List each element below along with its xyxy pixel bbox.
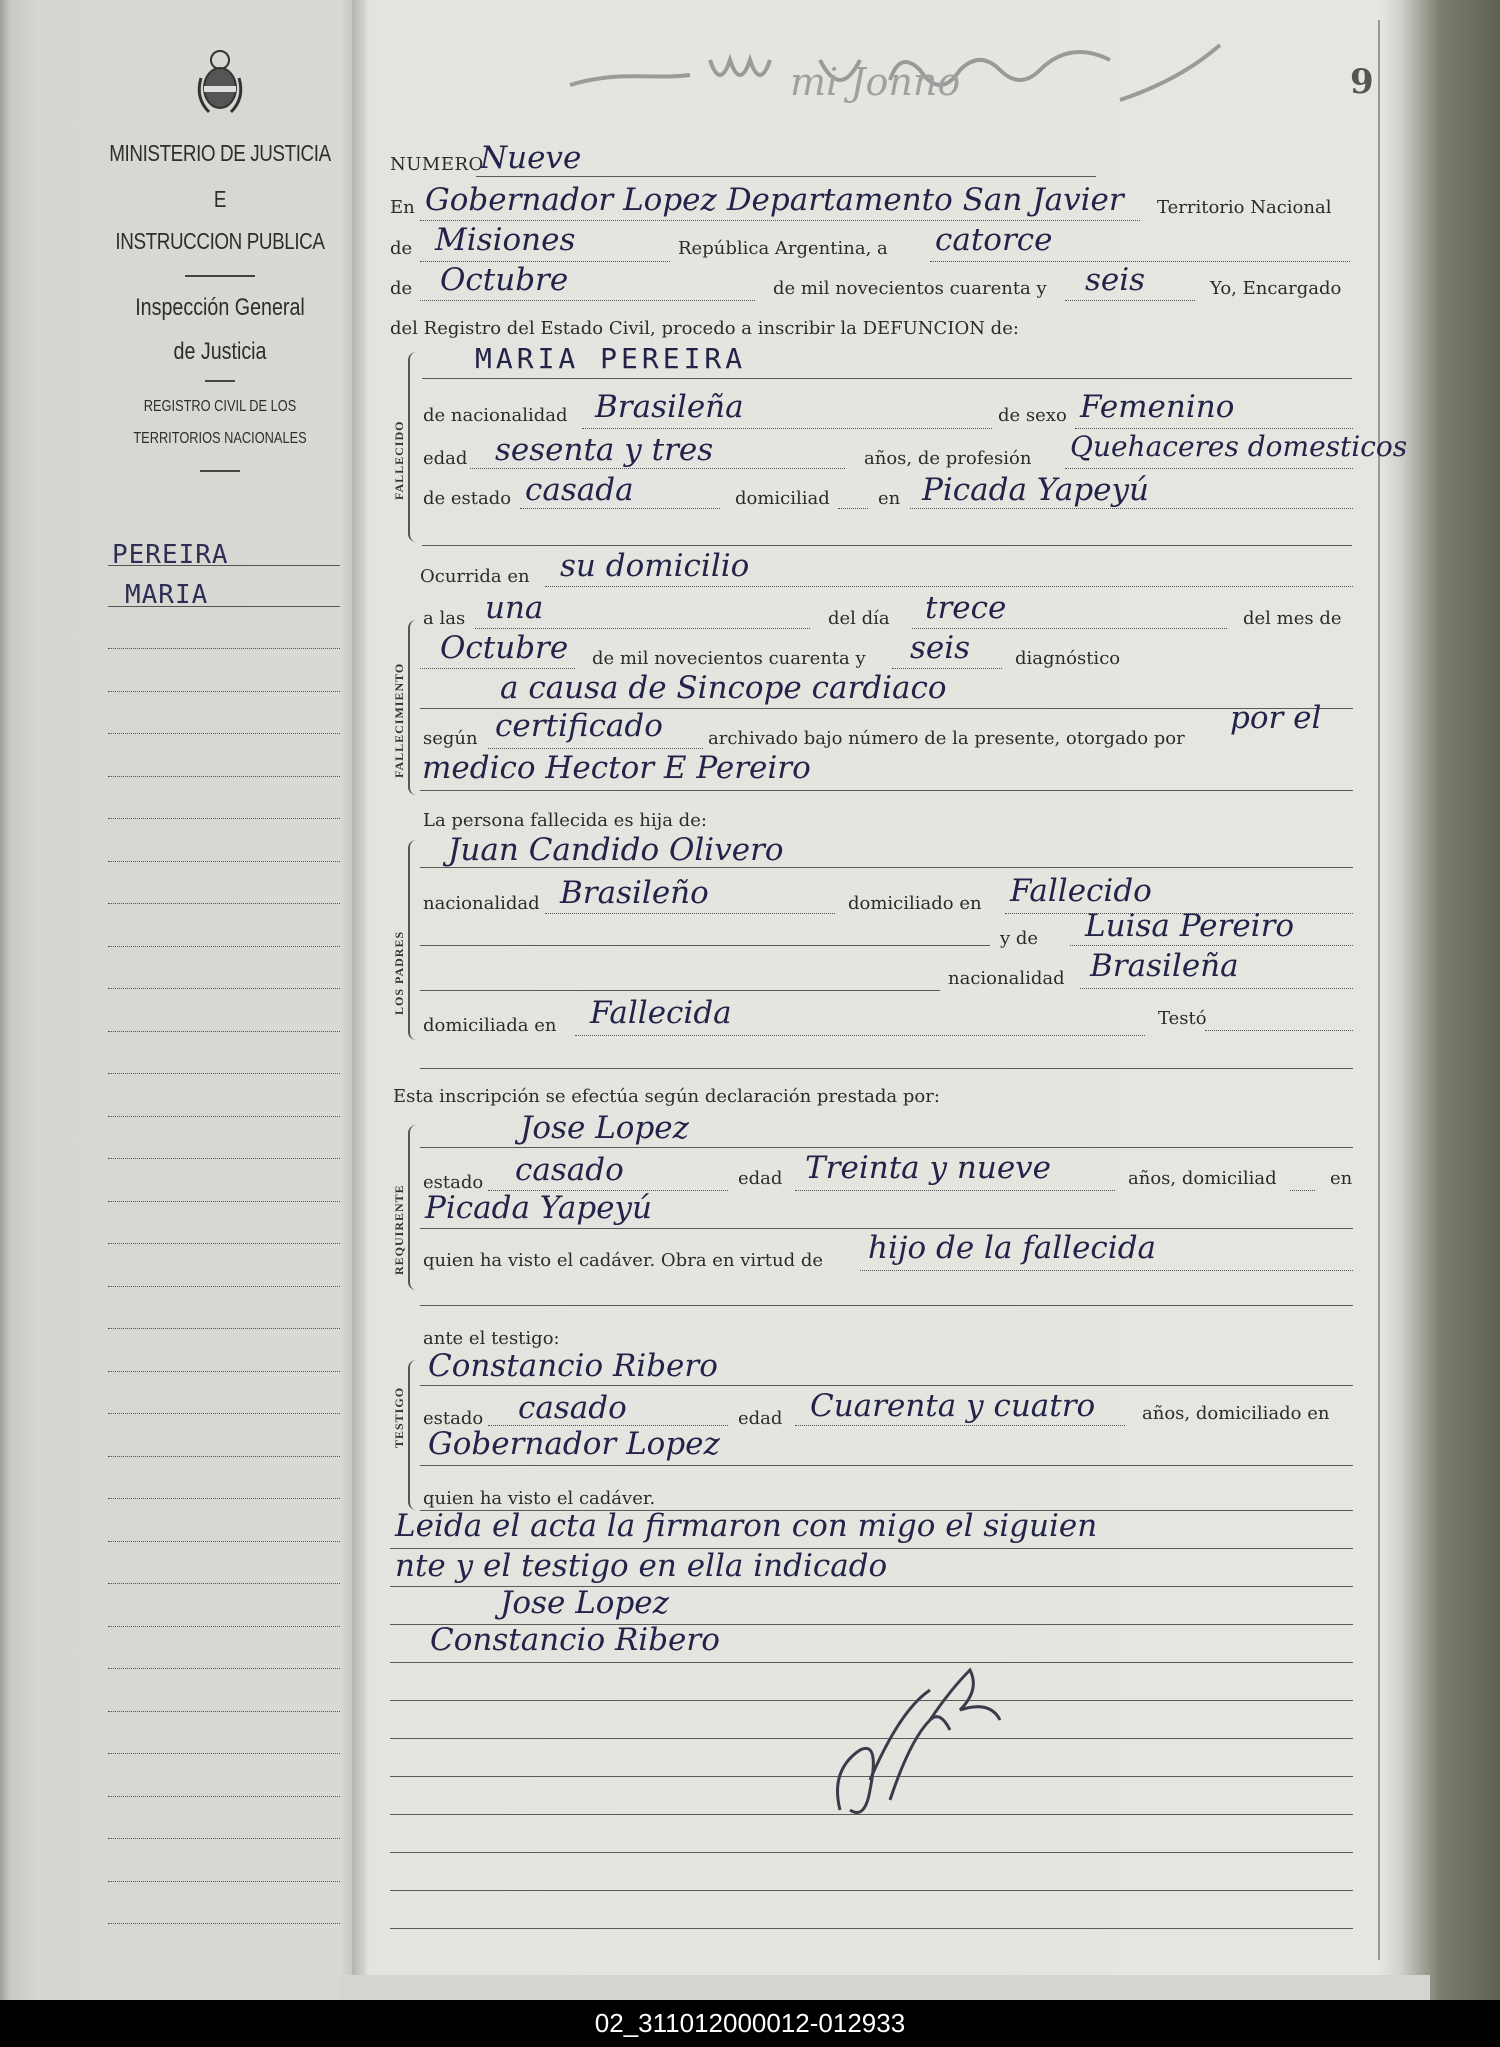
virtud-value: hijo de la fallecida bbox=[868, 1230, 1157, 1266]
numero-line bbox=[476, 176, 1096, 177]
estado-line bbox=[520, 508, 720, 509]
profesion-value: Quehaceres domesticos bbox=[1070, 430, 1408, 463]
hora-value: una bbox=[485, 590, 544, 626]
index-dotted-line bbox=[108, 988, 340, 989]
testigo-edad-line bbox=[795, 1425, 1125, 1426]
index-dotted-line bbox=[108, 1583, 340, 1584]
dia-line bbox=[912, 628, 1227, 629]
index-dotted-line bbox=[108, 1541, 340, 1542]
domiciliad-line bbox=[838, 508, 868, 509]
ocurrida-line bbox=[545, 586, 1353, 587]
inspection-line-2: de Justicia bbox=[173, 338, 267, 365]
month-value: Octubre bbox=[440, 262, 569, 298]
index-dotted-line bbox=[108, 1413, 340, 1414]
requirente-section-label: REQUIRENTE bbox=[392, 1184, 406, 1275]
padre-domicilio-value: Fallecido bbox=[1010, 873, 1152, 909]
madre-value: Luisa Pereiro bbox=[1085, 908, 1295, 944]
index-dotted-line bbox=[108, 691, 340, 692]
requirente-anos-label: años, domiciliad bbox=[1128, 1168, 1277, 1189]
index-dotted-line bbox=[108, 1158, 340, 1159]
year-value: seis bbox=[1085, 262, 1146, 298]
padres-end-line bbox=[420, 1068, 1353, 1069]
testigo-section-label: TESTIGO bbox=[392, 1386, 406, 1448]
yde-label: y de bbox=[1000, 928, 1039, 949]
index-dotted-line bbox=[108, 1668, 340, 1669]
registro-label: del Registro del Estado Civil, procedo a inscribir la DEFUNCION de: bbox=[390, 318, 1019, 339]
declaracion-label: Esta inscripción se efectúa según declaración prestada por: bbox=[393, 1086, 940, 1107]
madre-nacionalidad-line bbox=[1080, 988, 1353, 989]
name-line bbox=[422, 378, 1352, 379]
domicilio-line bbox=[910, 508, 1353, 509]
padre-nacionalidad-line bbox=[545, 913, 835, 914]
testigo-edad-value: Cuarenta y cuatro bbox=[810, 1388, 1096, 1424]
index-solid-line bbox=[108, 565, 340, 566]
domicilio-value: Picada Yapeyú bbox=[922, 472, 1150, 508]
territory-value: Misiones bbox=[435, 222, 576, 258]
day-value: catorce bbox=[935, 222, 1053, 258]
profesion-line bbox=[1065, 468, 1353, 469]
page-number: 9 bbox=[1350, 62, 1374, 102]
alas-label: a las bbox=[423, 608, 466, 629]
official-signature bbox=[820, 1660, 1020, 1840]
requirente-visto-label: quien ha visto el cadáver. Obra en virtud de bbox=[423, 1250, 824, 1271]
index-dotted-line bbox=[108, 1116, 340, 1117]
index-name: MARIA bbox=[125, 580, 209, 610]
ministry-line-1: MINISTERIO DE JUSTICIA bbox=[109, 140, 331, 166]
nacionalidad-line bbox=[582, 428, 992, 429]
index-dotted-line bbox=[108, 1498, 340, 1499]
testigo-brace bbox=[408, 1360, 420, 1510]
padre-nacionalidad-value: Brasileño bbox=[560, 875, 709, 911]
index-dotted-line bbox=[108, 1328, 340, 1329]
requirente-estado-label: estado bbox=[423, 1172, 484, 1193]
madre-domicilio-value: Fallecida bbox=[590, 995, 732, 1031]
estado-value: casada bbox=[525, 472, 634, 508]
fallecimiento-brace bbox=[408, 620, 420, 795]
binding-divider bbox=[352, 0, 366, 1980]
closing-blank-line bbox=[390, 1928, 1353, 1929]
segun-value: certificado bbox=[495, 708, 663, 744]
edad-label: edad bbox=[423, 448, 468, 469]
index-dotted-line bbox=[108, 903, 340, 904]
footer-id: 02_311012000012-012933 bbox=[0, 2000, 1500, 2047]
registry-line-1: REGISTRO CIVIL DE LOS bbox=[143, 398, 297, 415]
estado-label: de estado bbox=[423, 488, 512, 509]
requirente-en-label: en bbox=[1330, 1168, 1353, 1189]
hijo-label: La persona fallecida es hija de: bbox=[423, 810, 707, 831]
closing-line-2: nte y el testigo en ella indicado bbox=[395, 1548, 888, 1584]
requirente-anos-line bbox=[1290, 1190, 1315, 1191]
domiciliado-label: domiciliado en bbox=[848, 893, 982, 914]
archivado-label: archivado bajo número de la presente, otorgado por bbox=[708, 728, 1185, 749]
registry-line-2: TERRITORIOS NACIONALES bbox=[133, 430, 307, 447]
testigo-estado-value: casado bbox=[518, 1390, 627, 1426]
requirente-nombre-line bbox=[420, 1147, 1353, 1148]
requirente-edad-label: edad bbox=[738, 1168, 783, 1189]
requirente-domicilio-line bbox=[420, 1228, 1353, 1229]
signature-constancio-ribero: Constancio Ribero bbox=[430, 1622, 720, 1658]
testigo-anos-label: años, domiciliado en bbox=[1142, 1403, 1330, 1424]
sexo-value: Femenino bbox=[1080, 389, 1235, 425]
requirente-edad-line bbox=[795, 1190, 1115, 1191]
anos-profesion-label: años, de profesión bbox=[864, 448, 1032, 469]
padres-brace bbox=[408, 840, 420, 1040]
domiciliad-label: domiciliad bbox=[735, 488, 830, 509]
yo-label: Yo, Encargado bbox=[1210, 278, 1342, 299]
testigo-nombre-line bbox=[420, 1385, 1353, 1386]
index-dotted-line bbox=[108, 1796, 340, 1797]
madre-nacionalidad-value: Brasileña bbox=[1090, 948, 1239, 984]
requirente-domicilio-value: Picada Yapeyú bbox=[425, 1190, 653, 1226]
requirente-brace bbox=[408, 1125, 420, 1290]
testigo-domicilio-value: Gobernador Lopez bbox=[428, 1426, 720, 1462]
index-dotted-line bbox=[108, 1201, 340, 1202]
domiciliada-label: domiciliada en bbox=[423, 1015, 557, 1036]
madre-line bbox=[1070, 945, 1353, 946]
otorgado-value: por el bbox=[1230, 700, 1322, 736]
madre-blank-line bbox=[420, 990, 940, 991]
index-dotted-line bbox=[108, 1371, 340, 1372]
padre-line bbox=[420, 867, 1353, 868]
madre-domicilio-line bbox=[575, 1035, 1145, 1036]
index-dotted-line bbox=[108, 1243, 340, 1244]
index-dotted-line bbox=[108, 1838, 340, 1839]
domicilio-en-label: en bbox=[878, 488, 901, 509]
testo-label: Testó bbox=[1158, 1008, 1207, 1029]
requirente-edad-value: Treinta y nueve bbox=[805, 1150, 1052, 1186]
right-margin-rule bbox=[1378, 20, 1380, 1960]
testigo-visto-label: quien ha visto el cadáver. bbox=[423, 1488, 656, 1509]
index-dotted-line bbox=[108, 946, 340, 947]
index-dotted-line bbox=[108, 1923, 340, 1924]
index-dotted-line bbox=[108, 1881, 340, 1882]
de2-label: de bbox=[390, 278, 413, 299]
sexo-label: de sexo bbox=[998, 405, 1067, 426]
padres-section-label: LOS PADRES bbox=[392, 930, 406, 1015]
fallecido-section-label: FALLECIDO bbox=[392, 420, 406, 500]
index-dotted-line bbox=[108, 1753, 340, 1754]
mil-label: de mil novecientos cuarenta y bbox=[773, 278, 1047, 299]
fallecido-blank-line bbox=[422, 545, 1352, 546]
inspection-line-1: Inspección General bbox=[135, 294, 305, 321]
virtud-line bbox=[860, 1270, 1353, 1271]
deldia-label: del día bbox=[828, 608, 890, 629]
anio-line bbox=[892, 668, 1002, 669]
index-dotted-line bbox=[108, 1456, 340, 1457]
fallecimiento-section-label: FALLECIMIENTO bbox=[392, 662, 406, 778]
delmes-label: del mes de bbox=[1243, 608, 1342, 629]
requirente-end-line bbox=[420, 1305, 1353, 1306]
index-dotted-line bbox=[108, 1031, 340, 1032]
year-line bbox=[1065, 300, 1195, 301]
closing-line-1: Leida el acta la firmaron con migo el siguien bbox=[395, 1508, 1098, 1544]
madre-nacionalidad-label: nacionalidad bbox=[948, 968, 1065, 989]
ocurrida-label: Ocurrida en bbox=[420, 566, 530, 587]
testigo-edad-label: edad bbox=[738, 1408, 783, 1429]
edad-line bbox=[470, 468, 845, 469]
testigo-nombre-value: Constancio Ribero bbox=[428, 1348, 718, 1384]
index-dotted-line bbox=[108, 818, 340, 819]
index-solid-line bbox=[108, 606, 340, 607]
territorio-label: Territorio Nacional bbox=[1157, 197, 1332, 218]
place-line bbox=[420, 220, 1140, 221]
testigo-domicilio-line bbox=[420, 1465, 1353, 1466]
closing-blank-line bbox=[390, 1890, 1353, 1891]
closing-blank-line bbox=[390, 1852, 1353, 1853]
nacionalidad-label: de nacionalidad bbox=[423, 405, 568, 426]
ministry-line-3: INSTRUCCION PUBLICA bbox=[115, 228, 325, 254]
republica-label: República Argentina, a bbox=[678, 238, 888, 259]
header-scribble bbox=[560, 40, 1280, 110]
index-dotted-line bbox=[108, 648, 340, 649]
segun-line bbox=[488, 748, 703, 749]
hora-line bbox=[475, 628, 810, 629]
index-dotted-line bbox=[108, 776, 340, 777]
mes-line bbox=[420, 668, 575, 669]
fallecido-brace bbox=[408, 352, 420, 542]
diagnostico-value: a causa de Sincope cardiaco bbox=[500, 670, 947, 706]
index-dotted-line bbox=[108, 733, 340, 734]
numero-label: NUMERO bbox=[390, 154, 484, 175]
medico-value: medico Hector E Pereiro bbox=[422, 750, 811, 786]
index-dotted-line bbox=[108, 1626, 340, 1627]
dia-value: trece bbox=[925, 590, 1007, 626]
deceased-name: MARIA PEREIRA bbox=[475, 342, 747, 375]
nacionalidad-value: Brasileña bbox=[595, 389, 744, 425]
padre-value: Juan Candido Olivero bbox=[448, 832, 784, 868]
ministry-line-2: E bbox=[213, 186, 227, 212]
index-dotted-line bbox=[108, 861, 340, 862]
numero-value: Nueve bbox=[480, 140, 582, 176]
signature-jose-lopez: Jose Lopez bbox=[500, 1585, 669, 1621]
mil2-label: de mil novecientos cuarenta y bbox=[592, 648, 866, 669]
anio-value: seis bbox=[910, 630, 971, 666]
segun-label: según bbox=[423, 728, 478, 749]
sexo-line bbox=[1075, 428, 1353, 429]
ante-testigo-label: ante el testigo: bbox=[423, 1328, 560, 1349]
padres-blank-line bbox=[420, 945, 990, 946]
testo-line bbox=[1205, 1030, 1353, 1031]
index-dotted-line bbox=[108, 1711, 340, 1712]
index-ruled-lines bbox=[108, 0, 340, 1980]
de-label: de bbox=[390, 238, 413, 259]
index-surname: PEREIRA bbox=[112, 540, 229, 570]
en-label: En bbox=[390, 197, 415, 218]
medico-line bbox=[420, 790, 1353, 791]
ocurrida-value: su domicilio bbox=[560, 548, 750, 584]
requirente-nombre-value: Jose Lopez bbox=[520, 1110, 689, 1146]
index-dotted-line bbox=[108, 1286, 340, 1287]
month-line bbox=[420, 300, 755, 301]
mes-value: Octubre bbox=[440, 630, 569, 666]
diagnostico-label: diagnóstico bbox=[1015, 648, 1121, 669]
place-value: Gobernador Lopez Departamento San Javier bbox=[425, 182, 1124, 218]
edad-value: sesenta y tres bbox=[495, 432, 714, 468]
requirente-estado-value: casado bbox=[515, 1152, 624, 1188]
padre-nacionalidad-label: nacionalidad bbox=[423, 893, 540, 914]
testigo-estado-label: estado bbox=[423, 1408, 484, 1429]
page-bottom-edge bbox=[340, 1975, 1430, 2000]
index-dotted-line bbox=[108, 1073, 340, 1074]
header-scribble-text: mi Jonno bbox=[790, 60, 961, 104]
